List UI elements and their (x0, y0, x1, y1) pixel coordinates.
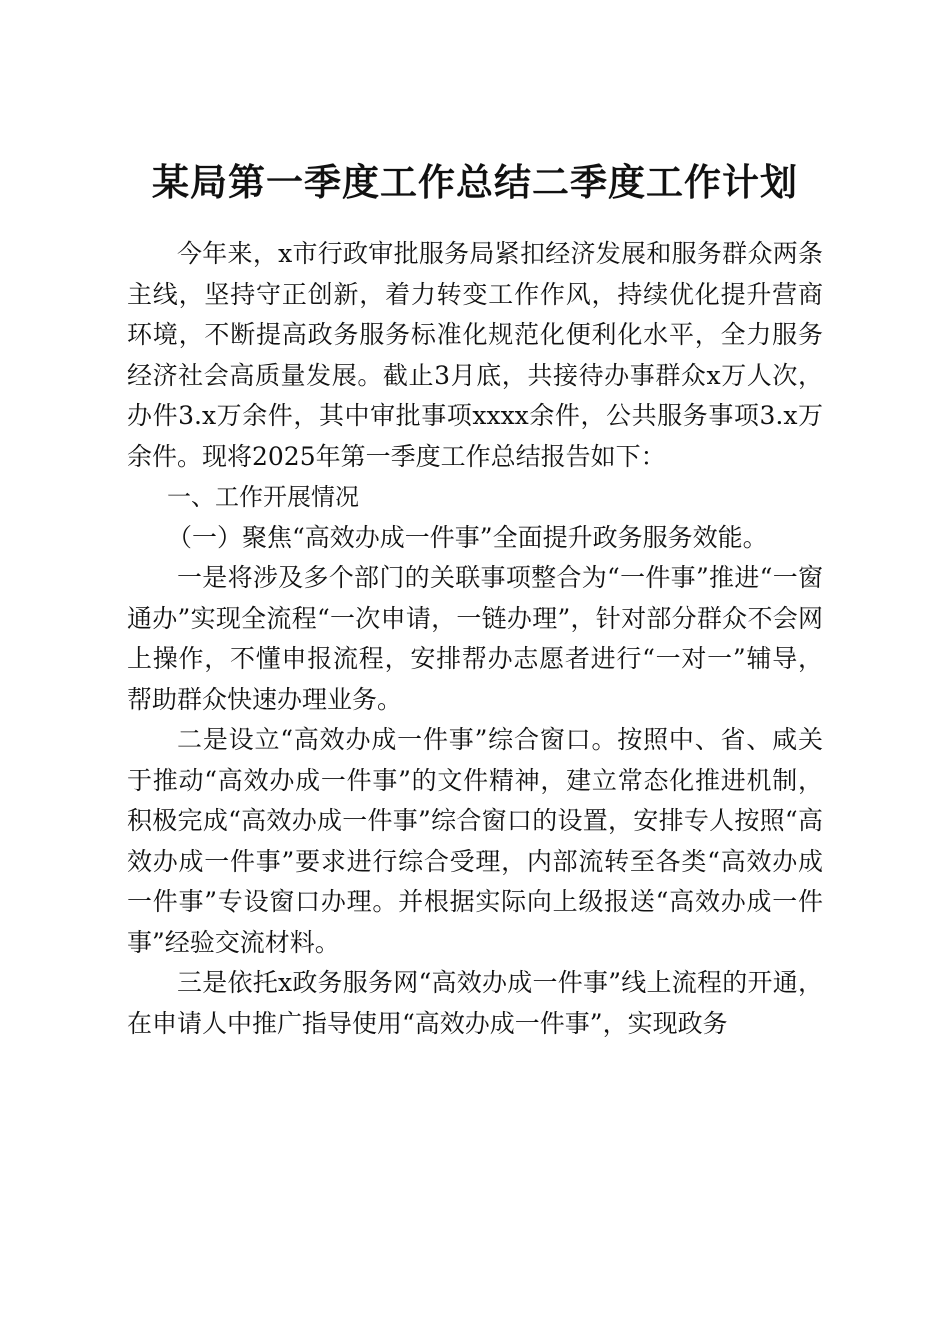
body-paragraph-1: 一是将涉及多个部门的关联事项整合为“一件事”推进“一窗通办”实现全流程“一次申请，一链办理”，针对部分群众不会网上操作，不懂申报流程，安排帮办志愿者进行“一对一”辅导，帮助群众快速办理业务。 (127, 563, 823, 714)
body-paragraph-2: 二是设立“高效办成一件事”综合窗口。按照中、省、咸关于推动“高效办成一件事”的文件精神，建立常态化推进机制，积极完成“高效办成一件事”综合窗口的设置，安排专人按照“高效办成一件事”要求进行综合受理，内部流转至各类“高效办成一件事”专设窗口办理。并根据实际向上级报送“高效办成一件事”经验交流材料。 (127, 725, 823, 957)
document-body (127, 234, 823, 1044)
subsection-heading-efficiency: （一）聚焦“高效办成一件事”全面提升政务服务效能。 (167, 522, 768, 552)
body-paragraph-3: 三是依托x政务服务网“高效办成一件事”线上流程的开通，在申请人中推广指导使用“高效办成一件事”，实现政务 (127, 968, 823, 1038)
document-title: 某局第一季度工作总结二季度工作计划 (152, 159, 798, 204)
section-heading-work-status: 一、工作开展情况 (167, 483, 359, 511)
intro-paragraph: 今年来，x市行政审批服务局紧扣经济发展和服务群众两条主线，坚持守正创新，着力转变工作作风，持续优化提升营商环境，不断提高政务服务标准化规范化便利化水平，全力服务经济社会高质量发展。截止3月底，共接待办事群众x万人次，办件3.x万余件，其中审批事项xxxx余件，公共服务事项3.x万余件。现将2025年第一季度工作总结报告如下： (127, 239, 823, 471)
